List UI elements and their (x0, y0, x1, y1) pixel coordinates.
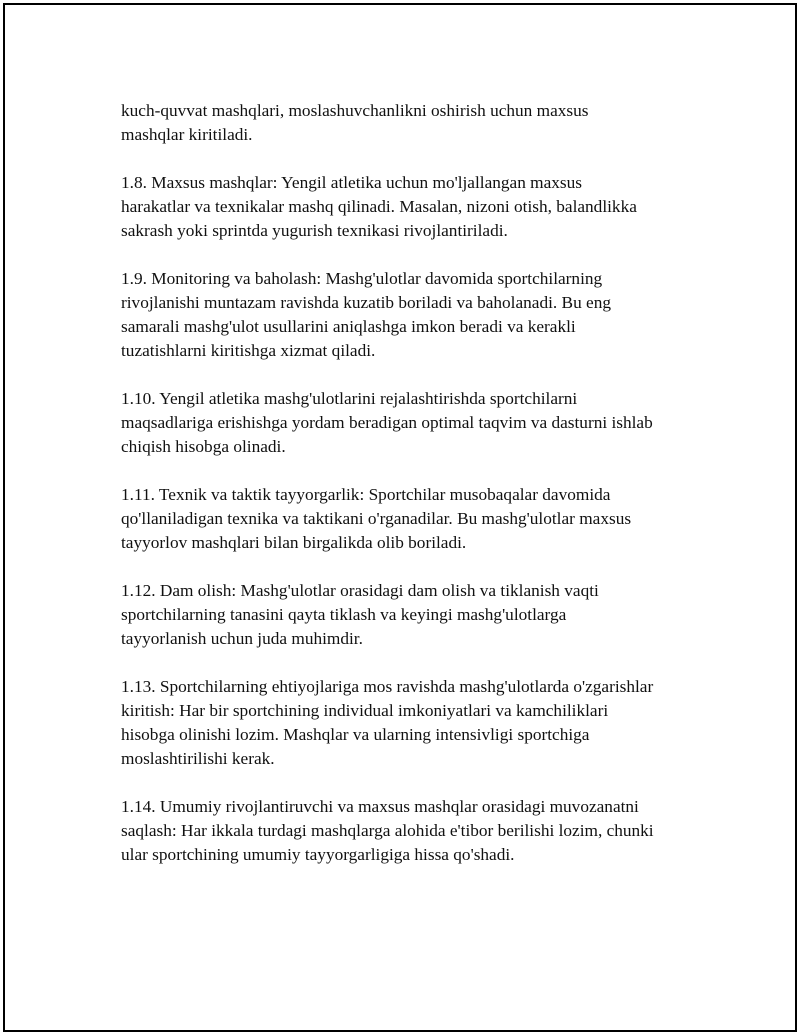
text-line: mashqlar kiritiladi. (121, 125, 253, 144)
text-line: sakrash yoki sprintda yugurish texnikasi rivojlantiriladi. (121, 221, 508, 240)
paragraph-gap (121, 555, 701, 579)
text-line: moslashtirilishi kerak. (121, 749, 275, 768)
paragraph-1-11 (121, 483, 701, 555)
text-line: chiqish hisobga olinadi. (121, 437, 286, 456)
text-line: 1.14. Umumiy rivojlantiruvchi va maxsus mashqlar orasidagi muvozanatni (121, 797, 639, 816)
paragraph-gap (121, 651, 701, 675)
paragraph-1-14 (121, 795, 701, 867)
text-line: 1.10. Yengil atletika mashg'ulotlarini rejalashtirishda sportchilarni (121, 389, 578, 408)
page-frame (3, 3, 797, 1032)
text-line: maqsadlariga erishishga yordam beradigan optimal taqvim va dasturni ishlab (121, 413, 653, 432)
text-line: ular sportchining umumiy tayyorgarligiga hissa qo'shadi. (121, 845, 515, 864)
text-line: 1.13. Sportchilarning ehtiyojlariga mos ravishda mashg'ulotlarda o'zgarishlar (121, 677, 654, 696)
text-line: harakatlar va texnikalar mashq qilinadi. Masalan, nizoni otish, balandlikka (121, 197, 637, 216)
text-line: kiritish: Har bir sportchining individual imkoniyatlari va kamchiliklari (121, 701, 609, 720)
text-line: 1.12. Dam olish: Mashg'ulotlar orasidagi dam olish va tiklanish vaqti (121, 581, 599, 600)
text-line: 1.8. Maxsus mashqlar: Yengil atletika uchun mo'ljallangan maxsus (121, 173, 583, 192)
paragraph-gap (121, 771, 701, 795)
text-line: 1.11. Texnik va taktik tayyorgarlik: Sportchilar musobaqalar davomida (121, 485, 611, 504)
text-line: qo'llaniladigan texnika va taktikani o'rganadilar. Bu mashg'ulotlar maxsus (121, 509, 632, 528)
text-line: tayyorlanish uchun juda muhimdir. (121, 629, 363, 648)
paragraph-gap (121, 243, 701, 267)
text-line: 1.9. Monitoring va baholash: Mashg'ulotlar davomida sportchilarning (121, 269, 603, 288)
text-line: kuch-quvvat mashqlari, moslashuvchanlikni oshirish uchun maxsus (121, 101, 589, 120)
paragraph-continuation (121, 99, 701, 147)
text-line: saqlash: Har ikkala turdagi mashqlarga alohida e'tibor berilishi lozim, chunki (121, 821, 654, 840)
paragraph-1-9 (121, 267, 701, 363)
paragraph-gap (121, 459, 701, 483)
page-body (121, 99, 701, 867)
text-line: sportchilarning tanasini qayta tiklash va keyingi mashg'ulotlarga (121, 605, 567, 624)
text-line: samarali mashg'ulot usullarini aniqlashga imkon beradi va kerakli (121, 317, 576, 336)
paragraph-1-10 (121, 387, 701, 459)
paragraph-1-13 (121, 675, 701, 771)
text-line: hisobga olinishi lozim. Mashqlar va ularning intensivligi sportchiga (121, 725, 590, 744)
paragraph-1-8 (121, 171, 701, 243)
paragraph-1-12 (121, 579, 701, 651)
paragraph-gap (121, 363, 701, 387)
paragraph-gap (121, 147, 701, 171)
text-line: rivojlanishi muntazam ravishda kuzatib boriladi va baholanadi. Bu eng (121, 293, 611, 312)
text-line: tayyorlov mashqlari bilan birgalikda olib boriladi. (121, 533, 467, 552)
text-line: tuzatishlarni kiritishga xizmat qiladi. (121, 341, 376, 360)
